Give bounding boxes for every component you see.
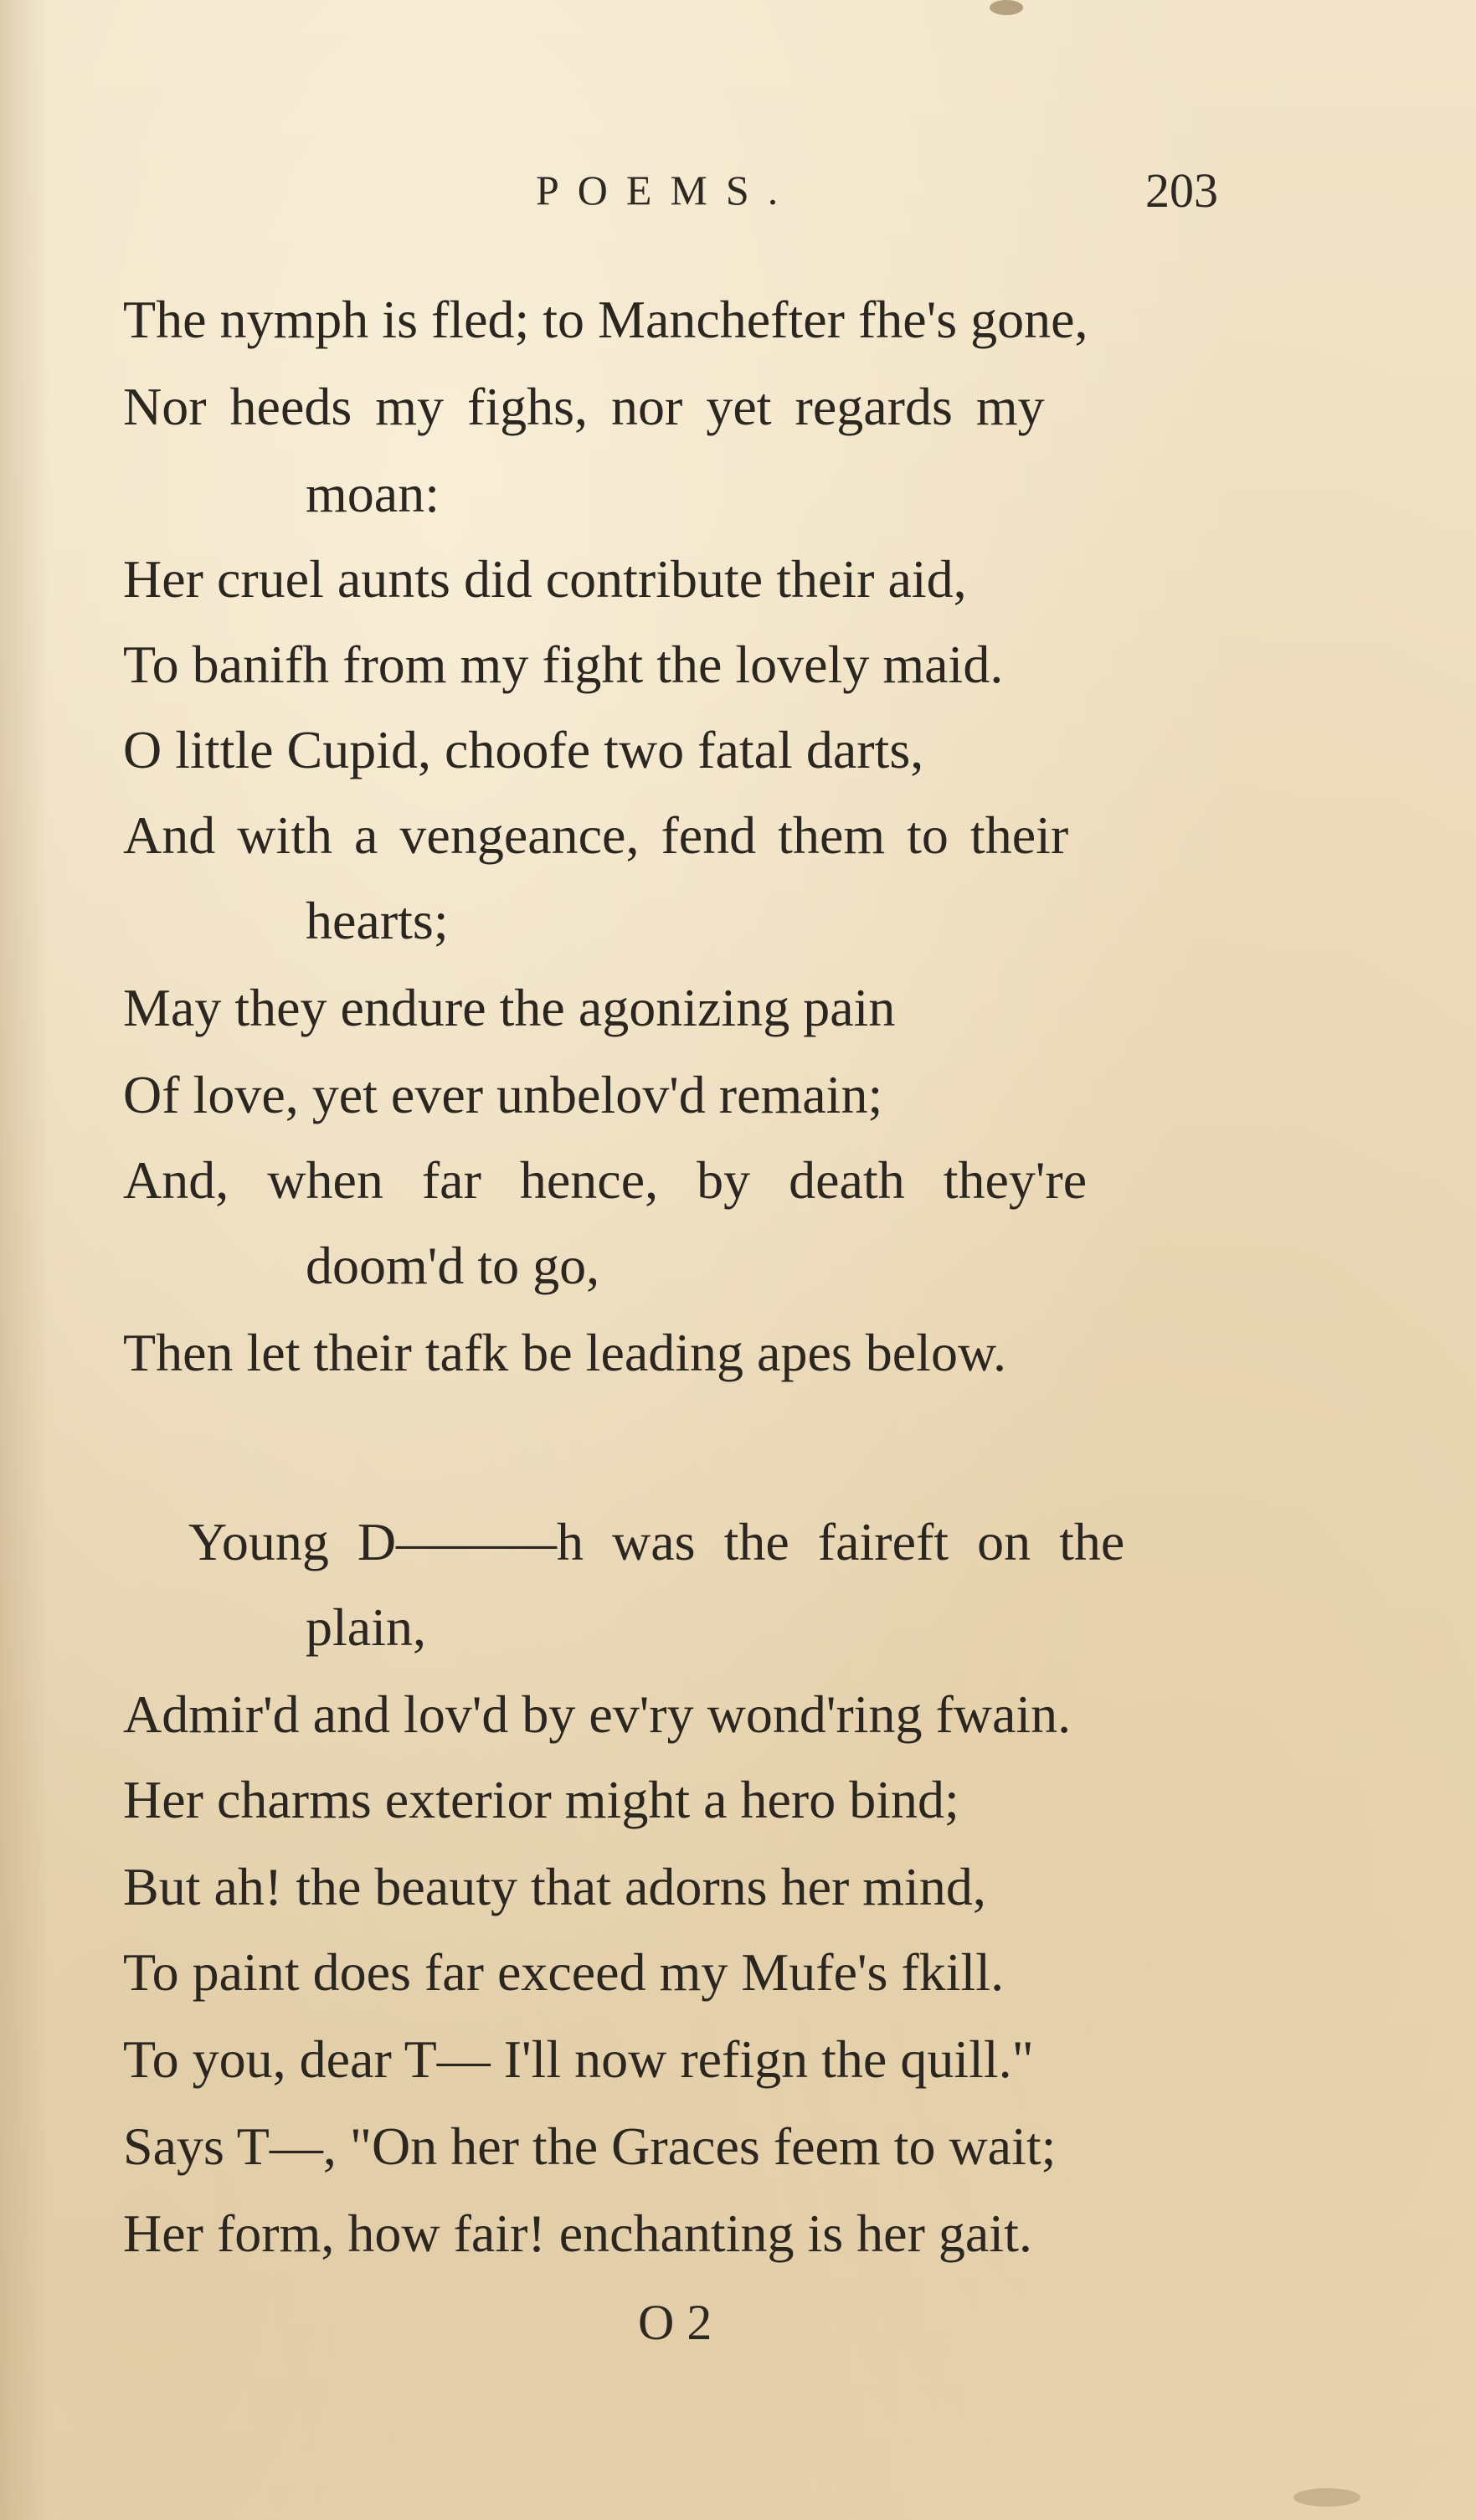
- poem-line: Her charms exterior might a hero bind;: [123, 1770, 959, 1829]
- poem-line: Her form, how fair! enchanting is her gait.: [123, 2204, 1032, 2263]
- binding-shadow: [0, 0, 50, 2520]
- poem-line: And with a vengeance, fend them to their: [123, 805, 1069, 865]
- poem-line: To banifh from my fight the lovely maid.: [123, 635, 1004, 694]
- poem-line: Her cruel aunts did contribute their aid,: [123, 549, 967, 609]
- ink-blot: [990, 0, 1023, 15]
- page-number: 203: [1145, 163, 1218, 218]
- poem-line-turnover: doom'd to go,: [306, 1236, 600, 1295]
- poem-line-turnover: moan:: [306, 464, 440, 523]
- poem-line: May they endure the agonizing pain: [123, 978, 896, 1037]
- poem-line: But ah! the beauty that adorns her mind,: [123, 1857, 986, 1916]
- poem-line-stanza-start: Young D———h was the faireft on the: [188, 1512, 1125, 1571]
- ink-blot: [1293, 2488, 1360, 2507]
- poem-line: O little Cupid, choofe two fatal darts,: [123, 720, 924, 779]
- poem-line: To you, dear T— I'll now refign the quill.": [123, 2029, 1034, 2089]
- signature-mark: O 2: [638, 2295, 712, 2350]
- poem-line: The nymph is fled; to Manchefter fhe's gone,: [123, 290, 1088, 349]
- poem-line: Then let their tafk be leading apes below.: [123, 1323, 1006, 1382]
- poem-line: Nor heeds my fighs, nor yet regards my: [123, 377, 1045, 436]
- poem-line-turnover: hearts;: [306, 891, 449, 950]
- poem-line: Says T—, "On her the Graces feem to wait;: [123, 2116, 1057, 2176]
- poem-line: Of love, yet ever unbelov'd remain;: [123, 1065, 883, 1124]
- poem-line: To paint does far exceed my Mufe's fkill.: [123, 1942, 1005, 2002]
- running-title: POEMS.: [536, 167, 797, 213]
- poem-line: And, when far hence, by death they're: [123, 1150, 1088, 1210]
- poem-line-turnover: plain,: [306, 1597, 426, 1657]
- poem-line: Admir'd and lov'd by ev'ry wond'ring fwain.: [123, 1684, 1072, 1744]
